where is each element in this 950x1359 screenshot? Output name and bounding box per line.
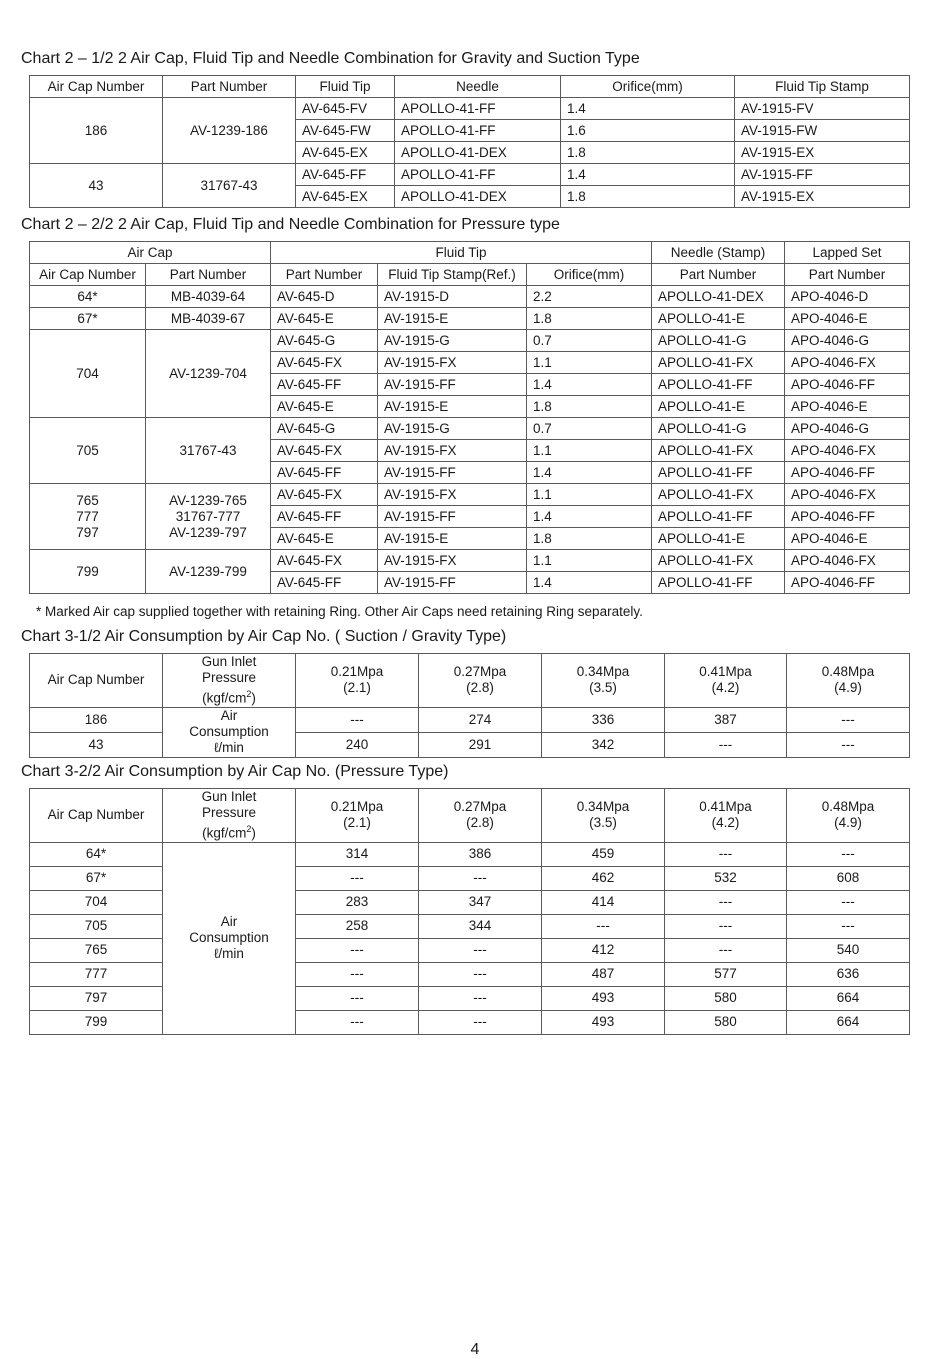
consumption-value: --- (787, 890, 910, 914)
cell-line: 704 (76, 365, 99, 381)
consumption-value: 258 (296, 914, 419, 938)
table-row (30, 707, 910, 732)
air-cap-number: 799 (30, 1010, 163, 1034)
fluid-tip-part-number: AV-645-G (271, 418, 378, 440)
header-line: Pressure (201, 670, 257, 685)
column-header: Fluid Tip (296, 76, 395, 98)
cell-line: 705 (76, 442, 99, 458)
fluid-tip-stamp: AV-1915-FX (378, 440, 527, 462)
header-row (30, 76, 910, 98)
air-cap-number (30, 330, 146, 418)
cell-line: 31767-43 (179, 442, 237, 458)
header-row (30, 789, 910, 843)
table-row (30, 550, 910, 572)
fluid-tip-stamp: AV-1915-FX (378, 550, 527, 572)
pressure-mpa: 0.21Mpa (330, 664, 384, 680)
needle: APOLLO-41-FF (395, 98, 561, 120)
consumption-value: --- (296, 1010, 419, 1034)
orifice: 1.8 (561, 142, 735, 164)
column-header: Part Number (163, 76, 296, 98)
cell-line: MB-4039-67 (170, 310, 246, 326)
orifice: 1.1 (527, 440, 652, 462)
consumption-value: 664 (787, 1010, 910, 1034)
fluid-tip-stamp: AV-1915-E (378, 308, 527, 330)
consumption-value: --- (787, 914, 910, 938)
table-row (30, 732, 910, 757)
cell-line: 67* (77, 310, 98, 326)
part-number: 31767-43 (163, 164, 296, 208)
air-cap-number: 43 (30, 164, 163, 208)
needle: APOLLO-41-DEX (395, 186, 561, 208)
fluid-tip: AV-645-EX (296, 186, 395, 208)
lapped-set-part-number: APO-4046-G (785, 418, 910, 440)
orifice: 1.1 (527, 352, 652, 374)
lapped-set-part-number: APO-4046-D (785, 286, 910, 308)
consumption-value: --- (787, 842, 910, 866)
cell-line: AV-1239-704 (169, 365, 247, 381)
orifice: 0.7 (527, 418, 652, 440)
air-cap-number: 777 (30, 962, 163, 986)
header-line: Pressure (201, 805, 257, 820)
fluid-tip-stamp: AV-1915-FF (378, 572, 527, 594)
air-cap-number: 765 (30, 938, 163, 962)
air-consumption-label (163, 707, 296, 757)
consumption-value: 532 (665, 866, 787, 890)
fluid-tip: AV-645-FV (296, 98, 395, 120)
column-header: Part Number (785, 264, 910, 286)
consumption-value: 240 (296, 732, 419, 757)
consumption-value: --- (296, 986, 419, 1010)
pressure-header (296, 789, 419, 843)
fluid-tip-stamp: AV-1915-EX (735, 186, 910, 208)
fluid-tip-stamp: AV-1915-G (378, 330, 527, 352)
column-header: Part Number (146, 264, 271, 286)
needle-part-number: APOLLO-41-FF (652, 506, 785, 528)
fluid-tip-part-number: AV-645-D (271, 286, 378, 308)
orifice: 1.4 (527, 374, 652, 396)
pressure-mpa: 0.41Mpa (699, 799, 752, 815)
consumption-value: 664 (787, 986, 910, 1010)
fluid-tip-part-number: AV-645-E (271, 396, 378, 418)
pressure-header (665, 654, 787, 708)
needle: APOLLO-41-FF (395, 164, 561, 186)
cell-line: 765 (76, 492, 99, 508)
consumption-value: 291 (419, 732, 542, 757)
label-line: Air (220, 914, 238, 929)
group-header: Fluid Tip (271, 242, 652, 264)
pressure-header (542, 654, 665, 708)
pressure-mpa: 0.48Mpa (821, 664, 875, 680)
consumption-value: 577 (665, 962, 787, 986)
pressure-mpa: 0.27Mpa (453, 799, 507, 815)
consumption-value: --- (419, 1010, 542, 1034)
chart-2-2-title: Chart 2 – 2/2 2 Air Cap, Fluid Tip and Needle Combination for Pressure type (21, 216, 560, 233)
pressure-kgf: (3.5) (589, 680, 617, 696)
label-unit: ℓ/min (214, 946, 244, 961)
column-header: Air Cap Number (30, 76, 163, 98)
consumption-value: --- (665, 842, 787, 866)
needle-part-number: APOLLO-41-E (652, 528, 785, 550)
consumption-value: 487 (542, 962, 665, 986)
column-header: Fluid Tip Stamp(Ref.) (378, 264, 527, 286)
needle-part-number: APOLLO-41-E (652, 308, 785, 330)
column-header: Part Number (652, 264, 785, 286)
consumption-value: --- (296, 866, 419, 890)
consumption-value: --- (787, 707, 910, 732)
lapped-set-part-number: APO-4046-FF (785, 572, 910, 594)
fluid-tip-part-number: AV-645-FX (271, 550, 378, 572)
column-header: Air Cap Number (30, 654, 163, 708)
column-header: Orifice(mm) (527, 264, 652, 286)
air-cap-part-number (146, 418, 271, 484)
needle-part-number: APOLLO-41-FX (652, 484, 785, 506)
consumption-value: 386 (419, 842, 542, 866)
air-cap-number (30, 484, 146, 550)
consumption-value: --- (296, 938, 419, 962)
consumption-value: --- (665, 890, 787, 914)
pressure-mpa: 0.48Mpa (821, 799, 875, 815)
group-header-row (30, 242, 910, 264)
pressure-header (665, 789, 787, 843)
fluid-tip-stamp: AV-1915-E (378, 396, 527, 418)
lapped-set-part-number: APO-4046-FX (785, 352, 910, 374)
consumption-value: 493 (542, 986, 665, 1010)
label-line: Air (220, 708, 238, 723)
pressure-kgf: (4.2) (711, 680, 740, 696)
fluid-tip-part-number: AV-645-FF (271, 506, 378, 528)
column-header: Part Number (271, 264, 378, 286)
consumption-value: 462 (542, 866, 665, 890)
header-row (30, 264, 910, 286)
gun-inlet-pressure-header (163, 654, 296, 708)
pressure-unit (169, 821, 289, 842)
fluid-tip-stamp: AV-1915-FF (735, 164, 910, 186)
needle-part-number: APOLLO-41-FF (652, 374, 785, 396)
consumption-value: 636 (787, 962, 910, 986)
orifice: 2.2 (527, 286, 652, 308)
cell-line: 797 (76, 524, 99, 540)
consumption-value: --- (419, 962, 542, 986)
chart-2-2-table (29, 241, 910, 594)
fluid-tip: AV-645-FF (296, 164, 395, 186)
fluid-tip-part-number: AV-645-FX (271, 484, 378, 506)
orifice: 1.8 (527, 396, 652, 418)
column-header: Orifice(mm) (561, 76, 735, 98)
chart-3-2-title: Chart 3-2/2 Air Consumption by Air Cap No. (Pressure Type) (21, 763, 449, 780)
air-cap-part-number (146, 286, 271, 308)
pressure-kgf: (4.9) (834, 680, 862, 696)
needle: APOLLO-41-DEX (395, 142, 561, 164)
air-cap-number (30, 418, 146, 484)
consumption-value: 493 (542, 1010, 665, 1034)
table-row (30, 286, 910, 308)
table-row (30, 938, 910, 962)
needle-part-number: APOLLO-41-DEX (652, 286, 785, 308)
air-cap-number: 64* (30, 842, 163, 866)
consumption-value: --- (296, 707, 419, 732)
consumption-value: 344 (419, 914, 542, 938)
orifice: 1.8 (561, 186, 735, 208)
consumption-value: 274 (419, 707, 542, 732)
fluid-tip-stamp: AV-1915-G (378, 418, 527, 440)
fluid-tip-stamp: AV-1915-FF (378, 374, 527, 396)
chart-3-2-table (29, 788, 910, 1035)
part-number: AV-1239-186 (163, 98, 296, 164)
consumption-value: 342 (542, 732, 665, 757)
consumption-value: --- (419, 986, 542, 1010)
lapped-set-part-number: APO-4046-E (785, 528, 910, 550)
consumption-value: 336 (542, 707, 665, 732)
consumption-value: --- (542, 914, 665, 938)
chart-3-1-title: Chart 3-1/2 Air Consumption by Air Cap No. ( Suction / Gravity Type) (21, 628, 507, 645)
group-header: Needle (Stamp) (652, 242, 785, 264)
needle-part-number: APOLLO-41-FX (652, 352, 785, 374)
air-cap-number: 704 (30, 890, 163, 914)
pressure-mpa: 0.21Mpa (330, 799, 384, 815)
pressure-header (542, 789, 665, 843)
fluid-tip-stamp: AV-1915-EX (735, 142, 910, 164)
air-cap-number (30, 550, 146, 594)
needle-part-number: APOLLO-41-FX (652, 440, 785, 462)
consumption-value: --- (665, 914, 787, 938)
orifice: 1.6 (561, 120, 735, 142)
fluid-tip-part-number: AV-645-FF (271, 572, 378, 594)
pressure-kgf: (3.5) (589, 815, 617, 831)
pressure-kgf: (2.1) (343, 680, 371, 696)
orifice: 1.8 (527, 528, 652, 550)
table-row (30, 866, 910, 890)
header-line: Gun Inlet (201, 654, 257, 669)
needle-part-number: APOLLO-41-E (652, 396, 785, 418)
consumption-value: 283 (296, 890, 419, 914)
air-cap-number: 67* (30, 866, 163, 890)
cell-line: AV-1239-797 (169, 524, 247, 540)
page-number: 4 (470, 1341, 480, 1358)
column-header: Air Cap Number (30, 789, 163, 843)
pressure-mpa: 0.41Mpa (699, 664, 752, 680)
cell-line: AV-1239-765 (169, 492, 247, 508)
group-header: Air Cap (30, 242, 271, 264)
cell-line: 31767-777 (175, 508, 241, 524)
orifice: 0.7 (527, 330, 652, 352)
needle-part-number: APOLLO-41-FF (652, 462, 785, 484)
table-row (30, 890, 910, 914)
cell-line: 799 (76, 563, 99, 579)
lapped-set-part-number: APO-4046-FX (785, 550, 910, 572)
consumption-value: --- (665, 938, 787, 962)
label-line: Consumption (189, 930, 269, 945)
orifice: 1.1 (527, 484, 652, 506)
fluid-tip-part-number: AV-645-FF (271, 462, 378, 484)
fluid-tip-part-number: AV-645-FX (271, 352, 378, 374)
lapped-set-part-number: APO-4046-G (785, 330, 910, 352)
gun-inlet-pressure-header (163, 789, 296, 843)
pressure-header (419, 789, 542, 843)
chart-2-1-title: Chart 2 – 1/2 2 Air Cap, Fluid Tip and Needle Combination for Gravity and Suction Type (21, 50, 640, 67)
lapped-set-part-number: APO-4046-FX (785, 484, 910, 506)
consumption-value: 540 (787, 938, 910, 962)
air-cap-number: 705 (30, 914, 163, 938)
table-row (30, 962, 910, 986)
consumption-value: 459 (542, 842, 665, 866)
table-row (30, 914, 910, 938)
label-unit: ℓ/min (214, 740, 244, 755)
chart-3-1-table (29, 653, 910, 758)
consumption-value: 414 (542, 890, 665, 914)
retaining-ring-note: * Marked Air cap supplied together with retaining Ring. Other Air Caps need retaining Ring separately. (36, 604, 643, 619)
table-row (30, 1010, 910, 1034)
consumption-value: 580 (665, 1010, 787, 1034)
fluid-tip-stamp: AV-1915-E (378, 528, 527, 550)
header-line: Gun Inlet (201, 789, 257, 804)
fluid-tip: AV-645-EX (296, 142, 395, 164)
lapped-set-part-number: APO-4046-FF (785, 506, 910, 528)
air-cap-part-number (146, 330, 271, 418)
unit-superscript: 2 (246, 689, 252, 699)
consumption-value: --- (665, 732, 787, 757)
fluid-tip-part-number: AV-645-G (271, 330, 378, 352)
air-cap-part-number (146, 308, 271, 330)
fluid-tip-part-number: AV-645-E (271, 528, 378, 550)
orifice: 1.4 (561, 98, 735, 120)
pressure-header (296, 654, 419, 708)
pressure-header (787, 789, 910, 843)
pressure-header (787, 654, 910, 708)
orifice: 1.8 (527, 308, 652, 330)
fluid-tip: AV-645-FW (296, 120, 395, 142)
consumption-value: 580 (665, 986, 787, 1010)
air-cap-number: 186 (30, 707, 163, 732)
consumption-value: --- (787, 732, 910, 757)
consumption-value: --- (419, 866, 542, 890)
header-row (30, 654, 910, 708)
column-header: Fluid Tip Stamp (735, 76, 910, 98)
needle: APOLLO-41-FF (395, 120, 561, 142)
table-row (30, 484, 910, 506)
table-row (30, 330, 910, 352)
orifice: 1.4 (527, 506, 652, 528)
unit-close: ) (251, 690, 256, 706)
lapped-set-part-number: APO-4046-E (785, 308, 910, 330)
chart-2-1-table (29, 75, 910, 208)
column-header: Needle (395, 76, 561, 98)
pressure-kgf: (2.8) (466, 815, 494, 831)
needle-part-number: APOLLO-41-G (652, 330, 785, 352)
consumption-value: 347 (419, 890, 542, 914)
fluid-tip-stamp: AV-1915-FF (378, 462, 527, 484)
fluid-tip-part-number: AV-645-FX (271, 440, 378, 462)
air-cap-number (30, 308, 146, 330)
consumption-value: 387 (665, 707, 787, 732)
pressure-unit (169, 686, 289, 707)
air-cap-number: 797 (30, 986, 163, 1010)
fluid-tip-part-number: AV-645-E (271, 308, 378, 330)
fluid-tip-stamp: AV-1915-FX (378, 352, 527, 374)
air-cap-number: 43 (30, 732, 163, 757)
table-row (30, 842, 910, 866)
pressure-kgf: (2.8) (466, 680, 494, 696)
table-row (30, 986, 910, 1010)
pressure-mpa: 0.34Mpa (576, 799, 630, 815)
fluid-tip-part-number: AV-645-FF (271, 374, 378, 396)
label-line: Consumption (189, 724, 269, 739)
table-row (30, 164, 910, 186)
pressure-header (419, 654, 542, 708)
pressure-mpa: 0.27Mpa (453, 664, 507, 680)
table-row (30, 418, 910, 440)
consumption-value: 608 (787, 866, 910, 890)
air-cap-part-number (146, 550, 271, 594)
fluid-tip-stamp: AV-1915-FX (378, 484, 527, 506)
lapped-set-part-number: APO-4046-FF (785, 374, 910, 396)
lapped-set-part-number: APO-4046-FX (785, 440, 910, 462)
unit-text: (kgf/cm (202, 690, 247, 706)
consumption-value: 314 (296, 842, 419, 866)
lapped-set-part-number: APO-4046-FF (785, 462, 910, 484)
table-row (30, 308, 910, 330)
cell-line: 64* (77, 288, 98, 304)
air-cap-number: 186 (30, 98, 163, 164)
unit-superscript: 2 (246, 824, 252, 834)
needle-part-number: APOLLO-41-FX (652, 550, 785, 572)
cell-line: MB-4039-64 (170, 288, 246, 304)
fluid-tip-stamp: AV-1915-FF (378, 506, 527, 528)
orifice: 1.4 (527, 462, 652, 484)
pressure-kgf: (4.2) (711, 815, 740, 831)
needle-part-number: APOLLO-41-G (652, 418, 785, 440)
air-cap-number (30, 286, 146, 308)
pressure-kgf: (2.1) (343, 815, 371, 831)
pressure-mpa: 0.34Mpa (576, 664, 630, 680)
consumption-value: --- (419, 938, 542, 962)
consumption-value: 412 (542, 938, 665, 962)
needle-part-number: APOLLO-41-FF (652, 572, 785, 594)
lapped-set-part-number: APO-4046-E (785, 396, 910, 418)
cell-line: 777 (76, 508, 99, 524)
orifice: 1.1 (527, 550, 652, 572)
unit-close: ) (251, 825, 256, 841)
table-row (30, 98, 910, 120)
fluid-tip-stamp: AV-1915-D (378, 286, 527, 308)
fluid-tip-stamp: AV-1915-FV (735, 98, 910, 120)
air-cap-part-number (146, 484, 271, 550)
column-header: Air Cap Number (30, 264, 146, 286)
cell-line: AV-1239-799 (169, 563, 247, 579)
orifice: 1.4 (561, 164, 735, 186)
pressure-kgf: (4.9) (834, 815, 862, 831)
consumption-value: --- (296, 962, 419, 986)
fluid-tip-stamp: AV-1915-FW (735, 120, 910, 142)
unit-text: (kgf/cm (202, 825, 247, 841)
orifice: 1.4 (527, 572, 652, 594)
group-header: Lapped Set (785, 242, 910, 264)
air-consumption-label (163, 842, 296, 1034)
